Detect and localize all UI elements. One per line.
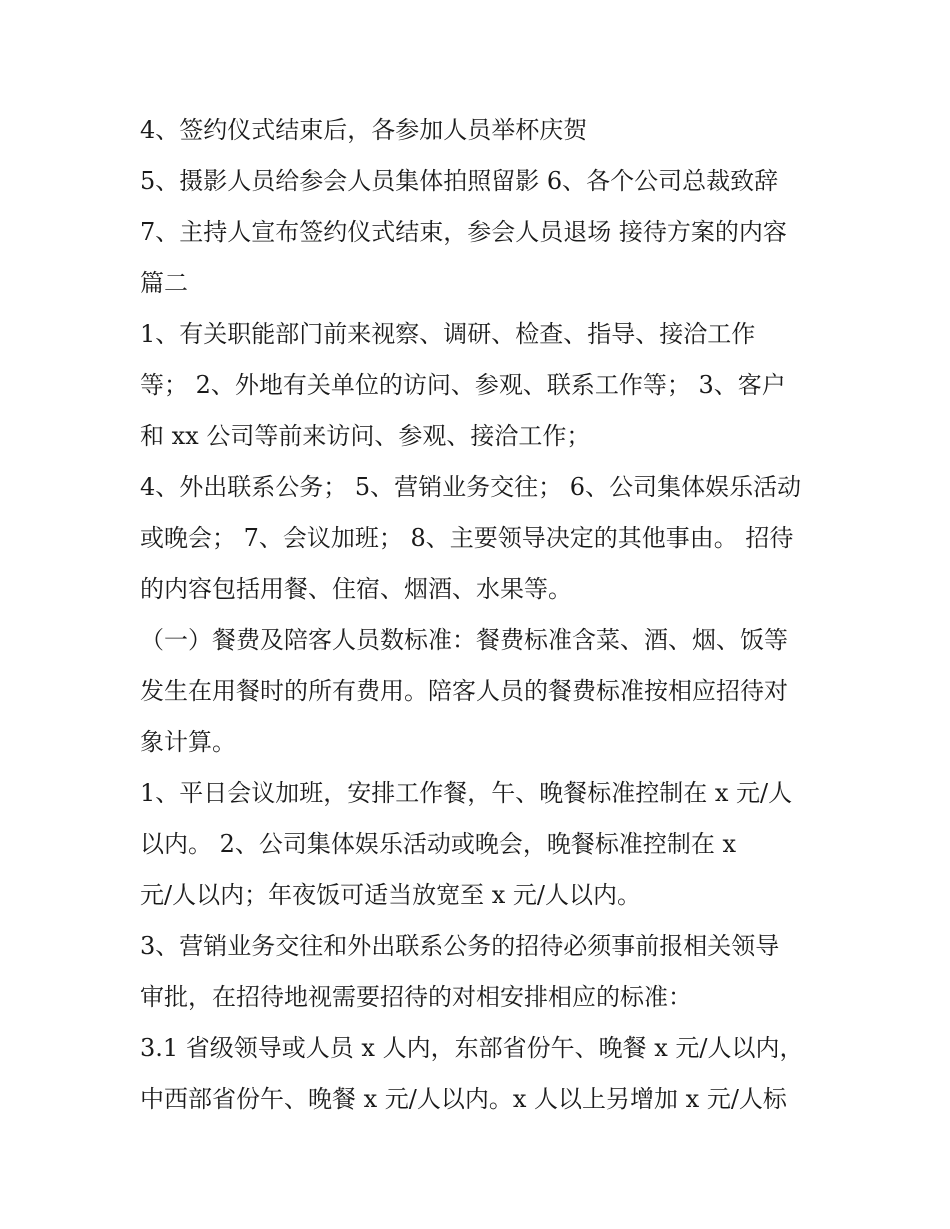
text-line: 的内容包括用餐、住宿、烟酒、水果等。: [140, 575, 572, 603]
text-line: 象计算。: [140, 728, 236, 756]
text-line: 或晚会； 7、会议加班； 8、主要领导决定的其他事由。 招待: [140, 524, 794, 552]
text-line: 4、外出联系公务； 5、营销业务交往； 6、公司集体娱乐活动: [140, 473, 802, 501]
text-line: 以内。 2、公司集体娱乐活动或晚会，晚餐标准控制在 x: [140, 830, 737, 858]
text-line: 篇二: [140, 269, 188, 297]
text-line: 中西部省份午、晚餐 x 元/人以内。x 人以上另增加 x 元/人标: [140, 1085, 787, 1113]
text-line: 审批，在招待地视需要招待的对相安排相应的标准：: [140, 983, 692, 1011]
text-line: 3、营销业务交往和外出联系公务的招待必须事前报相关领导: [140, 932, 780, 960]
text-line: 7、主持人宣布签约仪式结束，参会人员退场 接待方案的内容: [140, 218, 787, 246]
text-line: 1、平日会议加班，安排工作餐，午、晚餐标准控制在 x 元/人: [140, 779, 793, 807]
text-line: （一）餐费及陪客人员数标准：餐费标准含菜、酒、烟、饭等: [140, 626, 788, 654]
text-line: 和 xx 公司等前来访问、参观、接洽工作；: [140, 422, 591, 450]
text-line: 等； 2、外地有关单位的访问、参观、联系工作等； 3、客户: [140, 371, 786, 399]
text-line: 发生在用餐时的所有费用。陪客人员的餐费标准按相应招待对: [140, 677, 788, 705]
text-line: 3.1 省级领导或人员 x 人内，东部省份午、晚餐 x 元/人以内，: [140, 1034, 804, 1062]
text-line: 4、签约仪式结束后，各参加人员举杯庆贺: [140, 116, 588, 144]
text-line: 5、摄影人员给参会人员集体拍照留影 6、各个公司总裁致辞: [140, 167, 779, 195]
text-line: 1、有关职能部门前来视察、调研、检查、指导、接洽工作: [140, 320, 756, 348]
text-line: 元/人以内；年夜饭可适当放宽至 x 元/人以内。: [140, 881, 641, 909]
